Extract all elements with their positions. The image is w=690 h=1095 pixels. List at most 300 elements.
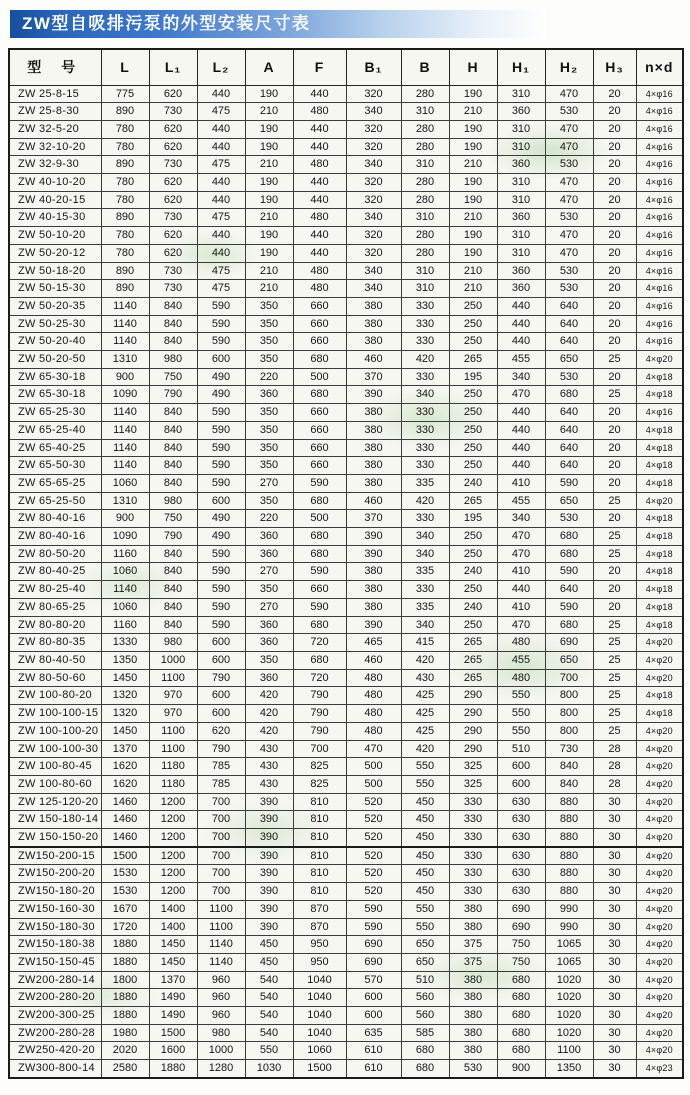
dim-cell: 720	[293, 669, 346, 687]
dim-cell: 785	[197, 758, 245, 776]
dim-cell: 390	[346, 386, 401, 404]
header-B1: B₁	[346, 49, 401, 85]
dim-cell: 550	[497, 722, 545, 740]
dim-cell: 620	[149, 138, 197, 156]
dim-cell: 600	[346, 989, 401, 1007]
dim-cell: 1500	[149, 1024, 197, 1042]
dim-cell: 350	[245, 297, 293, 315]
dim-cell: 325	[449, 758, 497, 776]
dim-cell: 25	[593, 386, 636, 404]
dim-cell: 1065	[545, 953, 593, 971]
model-cell: ZW 40-20-15	[9, 191, 101, 209]
dim-cell: 470	[497, 386, 545, 404]
dim-cell: 20	[593, 85, 636, 103]
model-cell: ZW 25-8-15	[9, 85, 101, 103]
model-cell: ZW 50-20-40	[9, 333, 101, 351]
dim-cell: 810	[293, 847, 346, 865]
nxd-cell: 4×φ20	[636, 758, 683, 776]
dim-cell: 475	[197, 156, 245, 174]
dim-cell: 30	[593, 936, 636, 954]
dim-cell: 375	[449, 936, 497, 954]
dim-cell: 1980	[101, 1024, 149, 1042]
table-row	[9, 492, 683, 510]
nxd-cell: 4×φ20	[636, 740, 683, 758]
dim-cell: 360	[245, 634, 293, 652]
model-cell: ZW 32-9-30	[9, 156, 101, 174]
dim-cell: 1530	[101, 865, 149, 883]
dim-cell: 20	[593, 421, 636, 439]
dim-cell: 890	[101, 209, 149, 227]
dim-cell: 840	[149, 315, 197, 333]
dim-cell: 330	[401, 421, 449, 439]
dim-cell: 590	[197, 333, 245, 351]
dim-cell: 190	[245, 244, 293, 262]
dim-cell: 660	[293, 581, 346, 599]
dim-cell: 660	[293, 333, 346, 351]
dim-cell: 1460	[101, 793, 149, 811]
model-cell: ZW 50-20-12	[9, 244, 101, 262]
dim-cell: 585	[401, 1024, 449, 1042]
dim-cell: 1200	[149, 793, 197, 811]
dim-cell: 700	[197, 865, 245, 883]
dim-cell: 980	[149, 634, 197, 652]
dim-cell: 360	[245, 616, 293, 634]
dim-cell: 600	[197, 634, 245, 652]
dim-cell: 30	[593, 953, 636, 971]
dim-cell: 440	[497, 421, 545, 439]
dim-cell: 250	[449, 581, 497, 599]
dim-cell: 660	[293, 315, 346, 333]
dim-cell: 350	[245, 492, 293, 510]
dimensions-table	[8, 48, 684, 1079]
dim-cell: 20	[593, 439, 636, 457]
dim-cell: 840	[149, 563, 197, 581]
table-row	[9, 829, 683, 847]
model-cell: ZW300-800-14	[9, 1060, 101, 1078]
dim-cell: 440	[293, 174, 346, 192]
dim-cell: 530	[545, 368, 593, 386]
dim-cell: 1090	[101, 386, 149, 404]
dim-cell: 265	[449, 652, 497, 670]
model-cell: ZW 32-5-20	[9, 120, 101, 138]
dim-cell: 310	[497, 138, 545, 156]
table-row	[9, 103, 683, 121]
table-row	[9, 581, 683, 599]
dim-cell: 1530	[101, 883, 149, 901]
dim-cell: 590	[197, 581, 245, 599]
dim-cell: 420	[401, 652, 449, 670]
model-cell: ZW 65-25-30	[9, 404, 101, 422]
dim-cell: 1880	[101, 1007, 149, 1025]
dim-cell: 520	[346, 847, 401, 865]
table-row	[9, 883, 683, 901]
dim-cell: 480	[497, 634, 545, 652]
dim-cell: 190	[245, 174, 293, 192]
dim-cell: 335	[401, 598, 449, 616]
nxd-cell: 4×φ18	[636, 687, 683, 705]
dim-cell: 195	[449, 510, 497, 528]
dim-cell: 640	[545, 581, 593, 599]
table-row	[9, 1007, 683, 1025]
dim-cell: 440	[497, 581, 545, 599]
dim-cell: 450	[401, 793, 449, 811]
dim-cell: 310	[401, 280, 449, 298]
dim-cell: 440	[197, 244, 245, 262]
table-row	[9, 740, 683, 758]
dim-cell: 840	[545, 758, 593, 776]
dim-cell: 350	[245, 652, 293, 670]
dim-cell: 690	[497, 918, 545, 936]
dim-cell: 455	[497, 652, 545, 670]
dim-cell: 1065	[545, 936, 593, 954]
dim-cell: 960	[197, 989, 245, 1007]
dim-cell: 20	[593, 156, 636, 174]
dim-cell: 1030	[245, 1060, 293, 1078]
dim-cell: 440	[197, 227, 245, 245]
dim-cell: 730	[149, 103, 197, 121]
dim-cell: 450	[401, 883, 449, 901]
model-cell: ZW150-180-30	[9, 918, 101, 936]
dim-cell: 640	[545, 457, 593, 475]
dim-cell: 960	[197, 971, 245, 989]
table-row	[9, 457, 683, 475]
dim-cell: 210	[449, 209, 497, 227]
dim-cell: 700	[545, 669, 593, 687]
dim-cell: 640	[545, 297, 593, 315]
dim-cell: 630	[497, 847, 545, 865]
dim-cell: 440	[293, 191, 346, 209]
dim-cell: 1450	[101, 722, 149, 740]
dim-cell: 980	[149, 351, 197, 369]
dim-cell: 900	[101, 368, 149, 386]
dim-cell: 1370	[101, 740, 149, 758]
nxd-cell: 4×φ20	[636, 775, 683, 793]
dim-cell: 1350	[101, 652, 149, 670]
dim-cell: 360	[245, 545, 293, 563]
dim-cell: 340	[346, 156, 401, 174]
dim-cell: 825	[293, 775, 346, 793]
table-row	[9, 563, 683, 581]
dim-cell: 680	[497, 1024, 545, 1042]
dim-cell: 30	[593, 900, 636, 918]
dim-cell: 20	[593, 598, 636, 616]
dim-cell: 650	[545, 492, 593, 510]
dim-cell: 1460	[101, 829, 149, 847]
table-row	[9, 85, 683, 103]
dim-cell: 440	[293, 227, 346, 245]
dim-cell: 330	[401, 315, 449, 333]
dim-cell: 320	[346, 138, 401, 156]
table-row	[9, 953, 683, 971]
dim-cell: 1020	[545, 989, 593, 1007]
dim-cell: 640	[545, 439, 593, 457]
dim-cell: 590	[197, 616, 245, 634]
dim-cell: 330	[401, 333, 449, 351]
dim-cell: 190	[245, 227, 293, 245]
dim-cell: 1090	[101, 528, 149, 546]
dim-cell: 1100	[149, 669, 197, 687]
dim-cell: 240	[449, 474, 497, 492]
dim-cell: 650	[545, 652, 593, 670]
dim-cell: 490	[197, 368, 245, 386]
dim-cell: 990	[545, 900, 593, 918]
dim-cell: 480	[293, 280, 346, 298]
dim-cell: 210	[449, 262, 497, 280]
nxd-cell: 4×φ18	[636, 563, 683, 581]
dim-cell: 380	[346, 404, 401, 422]
dim-cell: 250	[449, 439, 497, 457]
dim-cell: 380	[346, 581, 401, 599]
dim-cell: 25	[593, 616, 636, 634]
header-L: L	[101, 49, 149, 85]
dim-cell: 1880	[101, 989, 149, 1007]
dim-cell: 530	[545, 209, 593, 227]
dim-cell: 500	[293, 368, 346, 386]
dim-cell: 190	[449, 120, 497, 138]
dim-cell: 440	[497, 297, 545, 315]
dim-cell: 380	[346, 315, 401, 333]
nxd-cell: 4×φ18	[636, 598, 683, 616]
dim-cell: 340	[497, 510, 545, 528]
table-row	[9, 474, 683, 492]
dim-cell: 690	[545, 634, 593, 652]
dim-cell: 790	[197, 740, 245, 758]
model-cell: ZW200-280-14	[9, 971, 101, 989]
model-cell: ZW 65-50-30	[9, 457, 101, 475]
dim-cell: 390	[245, 793, 293, 811]
dim-cell: 550	[245, 1042, 293, 1060]
dim-cell: 1720	[101, 918, 149, 936]
dim-cell: 470	[545, 227, 593, 245]
nxd-cell: 4×φ20	[636, 722, 683, 740]
dim-cell: 310	[401, 103, 449, 121]
table-row	[9, 847, 683, 865]
dim-cell: 1100	[149, 722, 197, 740]
dim-cell: 500	[293, 510, 346, 528]
dim-cell: 690	[497, 900, 545, 918]
dim-cell: 280	[401, 174, 449, 192]
page-title: ZW型自吸排污泵的外型安装尺寸表	[10, 10, 546, 38]
dim-cell: 590	[545, 598, 593, 616]
nxd-cell: 4×φ16	[636, 191, 683, 209]
dim-cell: 980	[197, 1024, 245, 1042]
dim-cell: 20	[593, 404, 636, 422]
dim-cell: 270	[245, 474, 293, 492]
dim-cell: 840	[149, 598, 197, 616]
nxd-cell: 4×φ18	[636, 421, 683, 439]
dim-cell: 950	[293, 953, 346, 971]
dim-cell: 635	[346, 1024, 401, 1042]
nxd-cell: 4×φ18	[636, 510, 683, 528]
dim-cell: 20	[593, 120, 636, 138]
dim-cell: 1800	[101, 971, 149, 989]
dim-cell: 380	[346, 474, 401, 492]
dim-cell: 380	[449, 1042, 497, 1060]
dim-cell: 825	[293, 758, 346, 776]
model-cell: ZW 100-100-20	[9, 722, 101, 740]
dim-cell: 1040	[293, 1007, 346, 1025]
dim-cell: 700	[197, 829, 245, 847]
dim-cell: 310	[497, 120, 545, 138]
dim-cell: 590	[293, 598, 346, 616]
dim-cell: 280	[401, 227, 449, 245]
dim-cell: 310	[401, 209, 449, 227]
dim-cell: 650	[545, 351, 593, 369]
dim-cell: 590	[346, 900, 401, 918]
header-F: F	[293, 49, 346, 85]
nxd-cell: 4×φ16	[636, 227, 683, 245]
dim-cell: 600	[346, 1007, 401, 1025]
dim-cell: 440	[197, 191, 245, 209]
dim-cell: 410	[497, 598, 545, 616]
nxd-cell: 4×φ20	[636, 1007, 683, 1025]
dim-cell: 1040	[293, 1024, 346, 1042]
dim-cell: 330	[401, 439, 449, 457]
dim-cell: 890	[101, 156, 149, 174]
dim-cell: 1020	[545, 971, 593, 989]
dim-cell: 20	[593, 262, 636, 280]
table-row	[9, 510, 683, 528]
dim-cell: 540	[245, 989, 293, 1007]
dim-cell: 280	[401, 85, 449, 103]
dim-cell: 350	[245, 404, 293, 422]
dim-cell: 25	[593, 545, 636, 563]
header-H1: H₁	[497, 49, 545, 85]
dim-cell: 450	[245, 936, 293, 954]
dim-cell: 460	[346, 652, 401, 670]
dim-cell: 590	[197, 598, 245, 616]
dim-cell: 350	[245, 439, 293, 457]
dim-cell: 425	[401, 687, 449, 705]
table-row	[9, 669, 683, 687]
nxd-cell: 4×φ18	[636, 474, 683, 492]
dim-cell: 370	[346, 368, 401, 386]
dim-cell: 1620	[101, 775, 149, 793]
dim-cell: 450	[401, 811, 449, 829]
dim-cell: 440	[293, 120, 346, 138]
dim-cell: 530	[545, 156, 593, 174]
dim-cell: 810	[293, 865, 346, 883]
dim-cell: 590	[197, 315, 245, 333]
nxd-cell: 4×φ16	[636, 297, 683, 315]
dim-cell: 720	[293, 634, 346, 652]
dim-cell: 250	[449, 297, 497, 315]
dim-cell: 660	[293, 404, 346, 422]
dim-cell: 790	[293, 705, 346, 723]
table-row	[9, 758, 683, 776]
dim-cell: 1140	[101, 333, 149, 351]
dim-cell: 270	[245, 598, 293, 616]
dim-cell: 780	[101, 227, 149, 245]
dim-cell: 360	[245, 669, 293, 687]
dim-cell: 530	[545, 510, 593, 528]
dim-cell: 30	[593, 1060, 636, 1078]
table-row	[9, 722, 683, 740]
dim-cell: 680	[293, 351, 346, 369]
dim-cell: 470	[545, 138, 593, 156]
dim-cell: 380	[449, 1024, 497, 1042]
dim-cell: 25	[593, 634, 636, 652]
dim-cell: 20	[593, 474, 636, 492]
dim-cell: 590	[197, 545, 245, 563]
dim-cell: 1310	[101, 351, 149, 369]
dim-cell: 660	[293, 439, 346, 457]
model-cell: ZW 50-20-35	[9, 297, 101, 315]
model-cell: ZW 40-10-20	[9, 174, 101, 192]
dim-cell: 440	[197, 120, 245, 138]
dim-cell: 1600	[149, 1042, 197, 1060]
nxd-cell: 4×φ20	[636, 989, 683, 1007]
dim-cell: 750	[149, 368, 197, 386]
table-row	[9, 900, 683, 918]
model-cell: ZW 80-80-35	[9, 634, 101, 652]
dim-cell: 440	[197, 174, 245, 192]
dim-cell: 560	[401, 1007, 449, 1025]
dim-cell: 340	[346, 103, 401, 121]
dim-cell: 750	[497, 953, 545, 971]
dim-cell: 1140	[101, 315, 149, 333]
table-row	[9, 368, 683, 386]
nxd-cell: 4×φ16	[636, 103, 683, 121]
nxd-cell: 4×φ23	[636, 1060, 683, 1078]
dim-cell: 690	[346, 953, 401, 971]
dim-cell: 360	[497, 280, 545, 298]
dim-cell: 330	[449, 847, 497, 865]
dim-cell: 810	[293, 883, 346, 901]
dim-cell: 30	[593, 1024, 636, 1042]
model-cell: ZW150-200-20	[9, 865, 101, 883]
model-cell: ZW150-180-20	[9, 883, 101, 901]
table-row	[9, 351, 683, 369]
model-cell: ZW 80-40-25	[9, 563, 101, 581]
dim-cell: 880	[545, 865, 593, 883]
model-cell: ZW 50-20-50	[9, 351, 101, 369]
table-row	[9, 297, 683, 315]
dim-cell: 600	[197, 652, 245, 670]
dim-cell: 30	[593, 793, 636, 811]
table-row	[9, 616, 683, 634]
dim-cell: 750	[149, 510, 197, 528]
dim-cell: 700	[197, 883, 245, 901]
dim-cell: 440	[197, 138, 245, 156]
dim-cell: 470	[497, 616, 545, 634]
dim-cell: 880	[545, 793, 593, 811]
nxd-cell: 4×φ18	[636, 616, 683, 634]
table-row	[9, 705, 683, 723]
dim-cell: 600	[197, 705, 245, 723]
dim-cell: 380	[346, 563, 401, 581]
dim-cell: 20	[593, 280, 636, 298]
dim-cell: 660	[293, 297, 346, 315]
dim-cell: 810	[293, 811, 346, 829]
dim-cell: 310	[497, 174, 545, 192]
dim-cell: 380	[449, 1007, 497, 1025]
dim-cell: 210	[245, 156, 293, 174]
nxd-cell: 4×φ16	[636, 85, 683, 103]
nxd-cell: 4×φ16	[636, 262, 683, 280]
dim-cell: 335	[401, 474, 449, 492]
dim-cell: 610	[346, 1060, 401, 1078]
dim-cell: 220	[245, 510, 293, 528]
dim-cell: 1200	[149, 811, 197, 829]
dim-cell: 680	[497, 971, 545, 989]
dim-cell: 1620	[101, 758, 149, 776]
dim-cell: 20	[593, 209, 636, 227]
nxd-cell: 4×φ20	[636, 669, 683, 687]
dim-cell: 1400	[149, 918, 197, 936]
table-row	[9, 865, 683, 883]
dim-cell: 475	[197, 280, 245, 298]
